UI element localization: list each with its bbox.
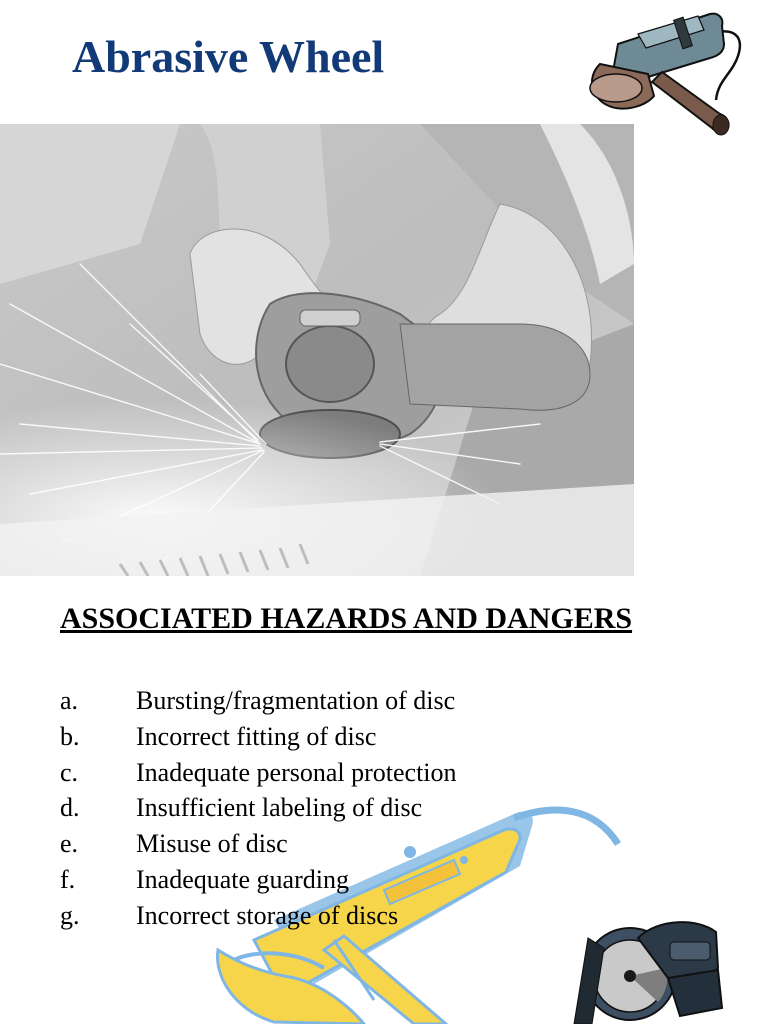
list-item-text: Inadequate personal protection <box>136 757 457 787</box>
list-item-letter: d. <box>60 793 80 823</box>
list-item <box>60 755 457 791</box>
list-item <box>60 790 457 826</box>
list-item-text: Incorrect storage of discs <box>136 900 399 930</box>
list-item <box>60 719 457 755</box>
list-item-letter: e. <box>60 829 79 859</box>
page-title: Abrasive Wheel <box>72 31 385 82</box>
list-item-text: Incorrect fitting of disc <box>136 721 377 751</box>
list-item <box>60 683 457 719</box>
section-heading: ASSOCIATED HAZARDS AND DANGERS <box>60 602 633 635</box>
list-item <box>60 862 457 898</box>
list-item-letter: a. <box>60 686 79 715</box>
list-item-text: Bursting/fragmentation of disc <box>136 686 456 715</box>
list-item-text: Inadequate guarding <box>136 864 349 894</box>
list-item-text: Insufficient labeling of disc <box>136 793 423 823</box>
angle-grinder-icon <box>578 4 754 144</box>
list-item-letter: c. <box>60 757 79 787</box>
list-item <box>60 898 457 934</box>
hazard-list <box>60 683 457 934</box>
list-item-letter: g. <box>60 900 80 930</box>
list-item-letter: f. <box>60 864 76 894</box>
list-item-text: Misuse of disc <box>136 829 288 859</box>
list-item <box>60 826 457 862</box>
cut-off-saw-clipart <box>568 908 728 1024</box>
grinding-sparks-photo <box>0 124 634 576</box>
list-item-letter: b. <box>60 721 80 751</box>
